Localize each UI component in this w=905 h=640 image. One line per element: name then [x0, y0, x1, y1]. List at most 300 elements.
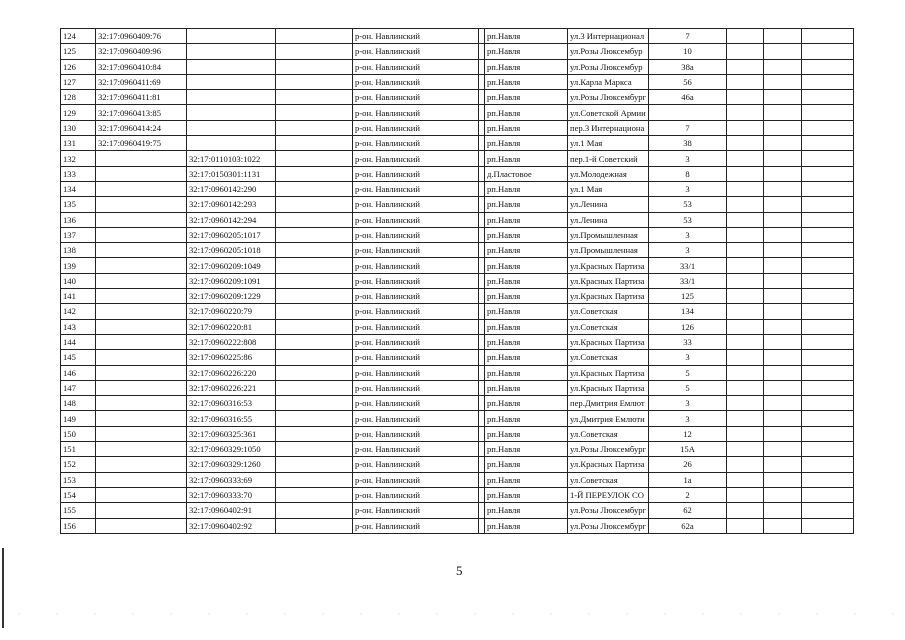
cell-settlement: рп.Навля [485, 350, 568, 365]
cell-settlement: рп.Навля [485, 136, 568, 151]
cell-empty [802, 487, 854, 502]
cell-empty [764, 518, 802, 533]
cell-empty [727, 105, 764, 120]
cell-empty [802, 273, 854, 288]
cell-cadastral-number-a: 32:17:0960409:96 [96, 44, 187, 59]
table-row [61, 227, 854, 242]
cell-row-number: 130 [61, 120, 96, 135]
cell-district: р-он. Навлинский [353, 120, 479, 135]
cell-empty [802, 380, 854, 395]
table-row [61, 197, 854, 212]
cell-district: р-он. Навлинский [353, 243, 479, 258]
cell-district: р-он. Навлинский [353, 289, 479, 304]
cell-empty [276, 426, 353, 441]
cell-empty [727, 181, 764, 196]
cell-empty [802, 457, 854, 472]
cell-district: р-он. Навлинский [353, 472, 479, 487]
cell-district: р-он. Навлинский [353, 44, 479, 59]
cell-empty [276, 181, 353, 196]
cell-district: р-он. Навлинский [353, 518, 479, 533]
cell-empty [276, 74, 353, 89]
cell-empty [802, 258, 854, 273]
cell-row-number: 137 [61, 227, 96, 242]
cell-house-number: 53 [649, 197, 727, 212]
cell-empty [802, 289, 854, 304]
cell-cadastral-number-a: 32:17:0960414:24 [96, 120, 187, 135]
cell-empty [764, 90, 802, 105]
cell-empty [276, 243, 353, 258]
cell-row-number: 124 [61, 29, 96, 44]
cell-street: ул.Молодежная [568, 166, 649, 181]
cell-empty [727, 518, 764, 533]
cell-house-number: 33/1 [649, 273, 727, 288]
cell-empty [764, 243, 802, 258]
cell-empty [276, 319, 353, 334]
cell-empty [802, 304, 854, 319]
cell-empty [802, 181, 854, 196]
cell-settlement: рп.Навля [485, 396, 568, 411]
cell-settlement: рп.Навля [485, 442, 568, 457]
cell-cadastral-number-a [96, 289, 187, 304]
cell-empty [802, 59, 854, 74]
cell-empty [727, 120, 764, 135]
cell-district: р-он. Навлинский [353, 304, 479, 319]
cell-empty [802, 197, 854, 212]
cell-empty [802, 29, 854, 44]
cell-cadastral-number-b [187, 120, 276, 135]
table-row [61, 151, 854, 166]
table-row [61, 90, 854, 105]
cell-cadastral-number-a: 32:17:0960411:69 [96, 74, 187, 89]
cell-settlement: рп.Навля [485, 273, 568, 288]
cell-cadastral-number-a [96, 304, 187, 319]
cell-empty [727, 197, 764, 212]
cell-house-number: 56 [649, 74, 727, 89]
cell-empty [727, 350, 764, 365]
cell-district: р-он. Навлинский [353, 197, 479, 212]
cell-street: ул.Ленина [568, 197, 649, 212]
cell-empty [276, 365, 353, 380]
cell-empty [727, 289, 764, 304]
cell-empty [276, 105, 353, 120]
cell-cadastral-number-a [96, 472, 187, 487]
cell-empty [276, 487, 353, 502]
cell-street: ул.Розы Люксембург [568, 90, 649, 105]
table-row [61, 334, 854, 349]
cell-settlement: рп.Навля [485, 304, 568, 319]
cell-empty [727, 29, 764, 44]
cell-house-number: 1а [649, 472, 727, 487]
cell-street: ул.Промышленная [568, 243, 649, 258]
cell-house-number: 15А [649, 442, 727, 457]
cell-row-number: 144 [61, 334, 96, 349]
table-row [61, 59, 854, 74]
cell-cadastral-number-a [96, 197, 187, 212]
cell-row-number: 136 [61, 212, 96, 227]
cell-row-number: 125 [61, 44, 96, 59]
cell-empty [764, 503, 802, 518]
cell-cadastral-number-b: 32:17:0960209:1229 [187, 289, 276, 304]
cell-empty [802, 120, 854, 135]
cell-cadastral-number-b [187, 44, 276, 59]
cell-cadastral-number-a [96, 411, 187, 426]
cell-empty [764, 411, 802, 426]
cell-empty [764, 457, 802, 472]
cell-street: ул.Дмитрия Емлюти [568, 411, 649, 426]
cell-house-number: 53 [649, 212, 727, 227]
cell-district: р-он. Навлинский [353, 74, 479, 89]
cell-cadastral-number-a [96, 181, 187, 196]
cell-cadastral-number-b: 32:17:0960209:1091 [187, 273, 276, 288]
cell-empty [802, 411, 854, 426]
cell-empty [764, 380, 802, 395]
cell-settlement: д.Пластовое [485, 166, 568, 181]
cell-settlement: рп.Навля [485, 487, 568, 502]
cell-empty [802, 334, 854, 349]
cell-row-number: 148 [61, 396, 96, 411]
cell-empty [764, 350, 802, 365]
cell-house-number: 126 [649, 319, 727, 334]
cell-empty [727, 258, 764, 273]
cell-empty [727, 411, 764, 426]
cell-district: р-он. Навлинский [353, 457, 479, 472]
cell-cadastral-number-b: 32:17:0150301:1131 [187, 166, 276, 181]
cell-empty [802, 350, 854, 365]
cell-cadastral-number-b: 32:17:0960333:70 [187, 487, 276, 502]
cell-empty [727, 396, 764, 411]
cell-street: ул.Советская [568, 350, 649, 365]
cell-empty [764, 74, 802, 89]
cell-empty [764, 442, 802, 457]
cell-district: р-он. Навлинский [353, 503, 479, 518]
cell-house-number: 46а [649, 90, 727, 105]
cell-street: 1-Й ПЕРЕУЛОК СО [568, 487, 649, 502]
cell-street: ул.Красных Партиза [568, 258, 649, 273]
cell-cadastral-number-a: 32:17:0960419:75 [96, 136, 187, 151]
table-row [61, 503, 854, 518]
cell-district: р-он. Навлинский [353, 105, 479, 120]
cell-empty [727, 457, 764, 472]
cell-house-number [649, 105, 727, 120]
cell-settlement: рп.Навля [485, 319, 568, 334]
cell-cadastral-number-b: 32:17:0960142:294 [187, 212, 276, 227]
cell-empty [802, 44, 854, 59]
cell-empty [802, 472, 854, 487]
cell-house-number: 10 [649, 44, 727, 59]
table-row [61, 365, 854, 380]
table-row [61, 181, 854, 196]
cell-district: р-он. Навлинский [353, 365, 479, 380]
cell-empty [727, 136, 764, 151]
cell-empty [802, 365, 854, 380]
cell-empty [764, 334, 802, 349]
table-row [61, 136, 854, 151]
cell-empty [276, 396, 353, 411]
cell-street: ул.Розы Люксембург [568, 503, 649, 518]
cell-row-number: 139 [61, 258, 96, 273]
cell-cadastral-number-b [187, 74, 276, 89]
cell-settlement: рп.Навля [485, 503, 568, 518]
cell-row-number: 155 [61, 503, 96, 518]
scan-edge-mark [2, 548, 4, 628]
cell-house-number: 3 [649, 243, 727, 258]
cell-cadastral-number-b: 32:17:0960209:1049 [187, 258, 276, 273]
cell-empty [764, 120, 802, 135]
cell-empty [727, 304, 764, 319]
table-row [61, 212, 854, 227]
table-row [61, 289, 854, 304]
cell-empty [764, 426, 802, 441]
cell-empty [276, 442, 353, 457]
cell-street: пер.1-й Советский [568, 151, 649, 166]
cell-empty [727, 243, 764, 258]
cell-house-number: 3 [649, 181, 727, 196]
cell-cadastral-number-a [96, 151, 187, 166]
cell-settlement: рп.Навля [485, 411, 568, 426]
cell-empty [276, 518, 353, 533]
cell-empty [764, 365, 802, 380]
cell-house-number: 125 [649, 289, 727, 304]
cell-empty [276, 151, 353, 166]
cell-empty [276, 289, 353, 304]
cell-street: ул.Красных Партиза [568, 273, 649, 288]
cell-cadastral-number-b: 32:17:0960316:53 [187, 396, 276, 411]
cell-row-number: 152 [61, 457, 96, 472]
cell-cadastral-number-a [96, 380, 187, 395]
cell-cadastral-number-a [96, 442, 187, 457]
cell-empty [276, 120, 353, 135]
cell-settlement: рп.Навля [485, 380, 568, 395]
cell-settlement: рп.Навля [485, 289, 568, 304]
cell-row-number: 141 [61, 289, 96, 304]
cell-district: р-он. Навлинский [353, 442, 479, 457]
cell-cadastral-number-b: 32:17:0960220:81 [187, 319, 276, 334]
cell-house-number: 5 [649, 365, 727, 380]
cell-row-number: 143 [61, 319, 96, 334]
cell-empty [276, 212, 353, 227]
cell-empty [727, 503, 764, 518]
cell-empty [276, 59, 353, 74]
cell-empty [764, 29, 802, 44]
cell-empty [802, 74, 854, 89]
cell-cadastral-number-a [96, 503, 187, 518]
page-number: 5 [456, 563, 463, 578]
cell-district: р-он. Навлинский [353, 166, 479, 181]
cell-empty [802, 518, 854, 533]
cell-cadastral-number-a [96, 319, 187, 334]
cell-street: ул.Советская [568, 472, 649, 487]
cell-empty [727, 212, 764, 227]
cell-empty [727, 227, 764, 242]
cell-settlement: рп.Навля [485, 472, 568, 487]
cell-house-number: 3 [649, 151, 727, 166]
cell-house-number: 33/1 [649, 258, 727, 273]
cell-empty [802, 166, 854, 181]
cell-street: ул.Розы Люксембур [568, 59, 649, 74]
cell-empty [802, 442, 854, 457]
cell-row-number: 150 [61, 426, 96, 441]
cell-empty [802, 136, 854, 151]
cell-cadastral-number-a [96, 518, 187, 533]
cell-cadastral-number-b [187, 136, 276, 151]
cell-cadastral-number-b: 32:17:0960402:91 [187, 503, 276, 518]
cell-empty [802, 503, 854, 518]
cell-row-number: 133 [61, 166, 96, 181]
registry-table-body [61, 29, 854, 534]
cell-empty [764, 396, 802, 411]
cell-cadastral-number-b: 32:17:0960205:1017 [187, 227, 276, 242]
cell-cadastral-number-b: 32:17:0960226:221 [187, 380, 276, 395]
scan-noise-strip [0, 612, 905, 616]
cell-empty [764, 181, 802, 196]
cell-row-number: 140 [61, 273, 96, 288]
cell-cadastral-number-b: 32:17:0960325:361 [187, 426, 276, 441]
cell-district: р-он. Навлинский [353, 334, 479, 349]
cell-empty [276, 457, 353, 472]
cell-empty [276, 90, 353, 105]
registry-table [60, 28, 854, 534]
cell-settlement: рп.Навля [485, 105, 568, 120]
cell-empty [727, 487, 764, 502]
cell-row-number: 147 [61, 380, 96, 395]
cell-cadastral-number-b: 32:17:0960225:86 [187, 350, 276, 365]
cell-empty [802, 243, 854, 258]
cell-house-number: 5 [649, 380, 727, 395]
cell-cadastral-number-b: 32:17:0960220:79 [187, 304, 276, 319]
cell-house-number: 3 [649, 350, 727, 365]
cell-row-number: 128 [61, 90, 96, 105]
table-row [61, 442, 854, 457]
cell-empty [276, 304, 353, 319]
cell-cadastral-number-b: 32:17:0960205:1018 [187, 243, 276, 258]
cell-cadastral-number-b: 32:17:0960316:55 [187, 411, 276, 426]
cell-empty [727, 166, 764, 181]
cell-empty [727, 472, 764, 487]
table-row [61, 396, 854, 411]
cell-empty [727, 319, 764, 334]
cell-cadastral-number-b: 32:17:0960142:290 [187, 181, 276, 196]
cell-street: ул.Розы Люксембург [568, 442, 649, 457]
table-row [61, 319, 854, 334]
cell-district: р-он. Навлинский [353, 411, 479, 426]
cell-empty [764, 151, 802, 166]
table-row [61, 304, 854, 319]
cell-cadastral-number-b [187, 59, 276, 74]
cell-empty [276, 273, 353, 288]
cell-empty [764, 166, 802, 181]
cell-house-number: 26 [649, 457, 727, 472]
cell-empty [764, 273, 802, 288]
cell-empty [276, 334, 353, 349]
cell-cadastral-number-a [96, 426, 187, 441]
cell-house-number: 7 [649, 120, 727, 135]
cell-empty [802, 151, 854, 166]
cell-empty [276, 503, 353, 518]
cell-street: ул.Промышленная [568, 227, 649, 242]
cell-empty [802, 90, 854, 105]
cell-empty [276, 258, 353, 273]
cell-cadastral-number-a [96, 457, 187, 472]
cell-empty [764, 212, 802, 227]
cell-empty [727, 334, 764, 349]
cell-empty [727, 273, 764, 288]
cell-empty [764, 105, 802, 120]
cell-street: ул.Советская [568, 426, 649, 441]
cell-cadastral-number-b: 32:17:0960222:808 [187, 334, 276, 349]
cell-cadastral-number-b [187, 90, 276, 105]
cell-settlement: рп.Навля [485, 90, 568, 105]
cell-settlement: рп.Навля [485, 426, 568, 441]
cell-district: р-он. Навлинский [353, 319, 479, 334]
cell-cadastral-number-a: 32:17:0960411:81 [96, 90, 187, 105]
cell-district: р-он. Навлинский [353, 273, 479, 288]
table-row [61, 120, 854, 135]
cell-street: ул.Красных Партиза [568, 289, 649, 304]
cell-district: р-он. Навлинский [353, 487, 479, 502]
cell-house-number: 38а [649, 59, 727, 74]
cell-settlement: рп.Навля [485, 258, 568, 273]
cell-street: ул.Красных Партиза [568, 380, 649, 395]
cell-house-number: 3 [649, 227, 727, 242]
table-row [61, 105, 854, 120]
cell-settlement: рп.Навля [485, 181, 568, 196]
table-row [61, 411, 854, 426]
table-row [61, 166, 854, 181]
cell-cadastral-number-b [187, 29, 276, 44]
cell-district: р-он. Навлинский [353, 426, 479, 441]
cell-district: р-он. Навлинский [353, 59, 479, 74]
cell-district: р-он. Навлинский [353, 181, 479, 196]
cell-row-number: 131 [61, 136, 96, 151]
cell-row-number: 142 [61, 304, 96, 319]
cell-district: р-он. Навлинский [353, 258, 479, 273]
cell-empty [764, 304, 802, 319]
cell-empty [276, 227, 353, 242]
cell-row-number: 154 [61, 487, 96, 502]
cell-cadastral-number-a [96, 273, 187, 288]
cell-row-number: 135 [61, 197, 96, 212]
cell-row-number: 129 [61, 105, 96, 120]
cell-cadastral-number-a [96, 396, 187, 411]
cell-district: р-он. Навлинский [353, 151, 479, 166]
cell-settlement: рп.Навля [485, 365, 568, 380]
table-row [61, 273, 854, 288]
cell-row-number: 146 [61, 365, 96, 380]
cell-district: р-он. Навлинский [353, 380, 479, 395]
cell-empty [764, 197, 802, 212]
cell-cadastral-number-a: 32:17:0960413:85 [96, 105, 187, 120]
table-row [61, 472, 854, 487]
cell-cadastral-number-a [96, 334, 187, 349]
cell-cadastral-number-a: 32:17:0960410:84 [96, 59, 187, 74]
cell-house-number: 3 [649, 396, 727, 411]
cell-row-number: 138 [61, 243, 96, 258]
cell-cadastral-number-a [96, 212, 187, 227]
cell-cadastral-number-a [96, 227, 187, 242]
cell-settlement: рп.Навля [485, 151, 568, 166]
cell-empty [727, 442, 764, 457]
table-row [61, 44, 854, 59]
cell-street: пер.3 Интернациона [568, 120, 649, 135]
cell-settlement: рп.Навля [485, 74, 568, 89]
cell-cadastral-number-b: 32:17:0960329:1050 [187, 442, 276, 457]
cell-empty [802, 212, 854, 227]
cell-street: ул.Розы Люксембург [568, 518, 649, 533]
cell-empty [764, 136, 802, 151]
cell-cadastral-number-b: 32:17:0960333:69 [187, 472, 276, 487]
cell-empty [802, 319, 854, 334]
cell-settlement: рп.Навля [485, 197, 568, 212]
